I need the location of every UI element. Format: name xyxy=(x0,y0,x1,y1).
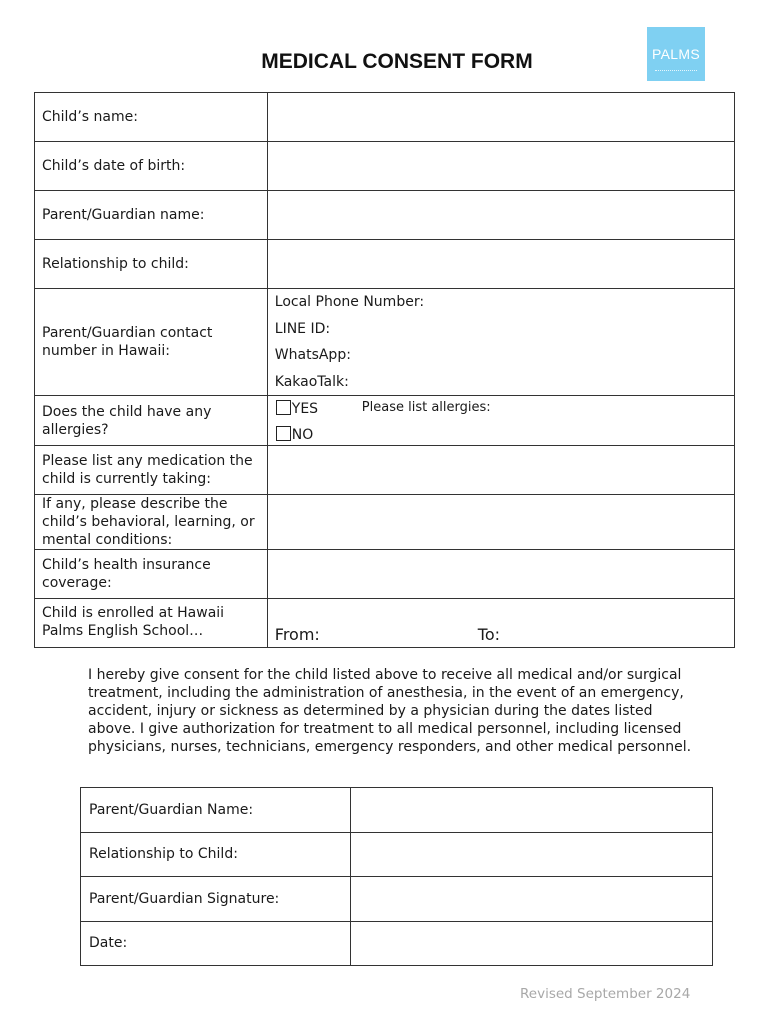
yes-label: YES xyxy=(291,401,319,417)
revision-note: Revised September 2024 xyxy=(520,986,691,1002)
sign-relationship-label: Relationship to Child: xyxy=(81,832,351,877)
sign-guardian-name-field[interactable] xyxy=(350,788,712,833)
form-title: MEDICAL CONSENT FORM xyxy=(261,50,533,73)
date-label: Date: xyxy=(81,921,351,966)
from-label[interactable]: From: xyxy=(274,625,320,644)
table-row xyxy=(81,788,713,833)
table-row xyxy=(81,832,713,877)
to-label[interactable]: To: xyxy=(477,625,501,644)
medication-field[interactable] xyxy=(267,446,734,495)
child-name-field[interactable] xyxy=(267,93,734,142)
signature-field[interactable] xyxy=(350,877,712,922)
enrolled-label: Child is enrolled at Hawaii Palms English School… xyxy=(35,599,268,648)
line-id-label: LINE ID: xyxy=(274,320,331,337)
allergies-field xyxy=(267,396,734,446)
allergy-list-label: Please list allergies: xyxy=(361,400,491,415)
child-dob-label: Child’s date of birth: xyxy=(35,142,268,191)
consent-paragraph: I hereby give consent for the child listed above to receive all medical and/or surgical treatment, including the administration of anesthesia, in the event of an emergency, accident, injury or sickness as determined by a physician during the dates listed above. I give authorization for treatment to all medical personnel, including licensed physicians, nurses, technicians, emergency responders, and other medical personnel. xyxy=(88,667,692,755)
signature-table xyxy=(80,787,713,966)
guardian-name-label: Parent/Guardian name: xyxy=(35,191,268,240)
table-row xyxy=(35,396,735,446)
whatsapp-label: WhatsApp: xyxy=(274,347,351,363)
palms-logo xyxy=(647,27,705,81)
medication-label: Please list any medication the child is currently taking: xyxy=(35,446,268,495)
insurance-label: Child’s health insurance coverage: xyxy=(35,550,268,599)
insurance-field[interactable] xyxy=(267,550,734,599)
conditions-label: If any, please describe the child’s behavioral, learning, or mental conditions: xyxy=(35,495,268,550)
table-row xyxy=(81,921,713,966)
allergy-no-option[interactable] xyxy=(276,426,314,444)
enrolled-dates-field xyxy=(267,599,734,648)
date-field[interactable] xyxy=(350,921,712,966)
sign-guardian-name-label: Parent/Guardian Name: xyxy=(81,788,351,833)
signature-label: Parent/Guardian Signature: xyxy=(81,877,351,922)
checkbox-yes[interactable] xyxy=(276,400,291,415)
table-row xyxy=(35,550,735,599)
logo-underline xyxy=(655,70,697,71)
table-row xyxy=(81,877,713,922)
allergies-label: Does the child have any allergies? xyxy=(35,396,268,446)
table-row xyxy=(35,191,735,240)
allergy-yes-option[interactable] xyxy=(276,400,318,418)
guardian-name-field[interactable] xyxy=(267,191,734,240)
relationship-label: Relationship to child: xyxy=(35,240,268,289)
logo-text: PALMS xyxy=(652,46,700,62)
child-dob-field[interactable] xyxy=(267,142,734,191)
table-row xyxy=(35,446,735,495)
child-info-table xyxy=(34,92,735,648)
contact-label: Parent/Guardian contact number in Hawaii: xyxy=(35,289,268,396)
table-row xyxy=(35,142,735,191)
table-row xyxy=(35,240,735,289)
table-row xyxy=(35,599,735,648)
sign-relationship-field[interactable] xyxy=(350,832,712,877)
no-label: NO xyxy=(291,427,314,443)
kakaotalk-label: KakaoTalk: xyxy=(274,373,349,390)
relationship-field[interactable] xyxy=(267,240,734,289)
child-name-label: Child’s name: xyxy=(35,93,268,142)
local-phone-label: Local Phone Number: xyxy=(274,294,425,310)
contact-field[interactable] xyxy=(267,289,734,396)
table-row xyxy=(35,495,735,550)
checkbox-no[interactable] xyxy=(276,426,291,441)
table-row xyxy=(35,93,735,142)
conditions-field[interactable] xyxy=(267,495,734,550)
table-row xyxy=(35,289,735,396)
